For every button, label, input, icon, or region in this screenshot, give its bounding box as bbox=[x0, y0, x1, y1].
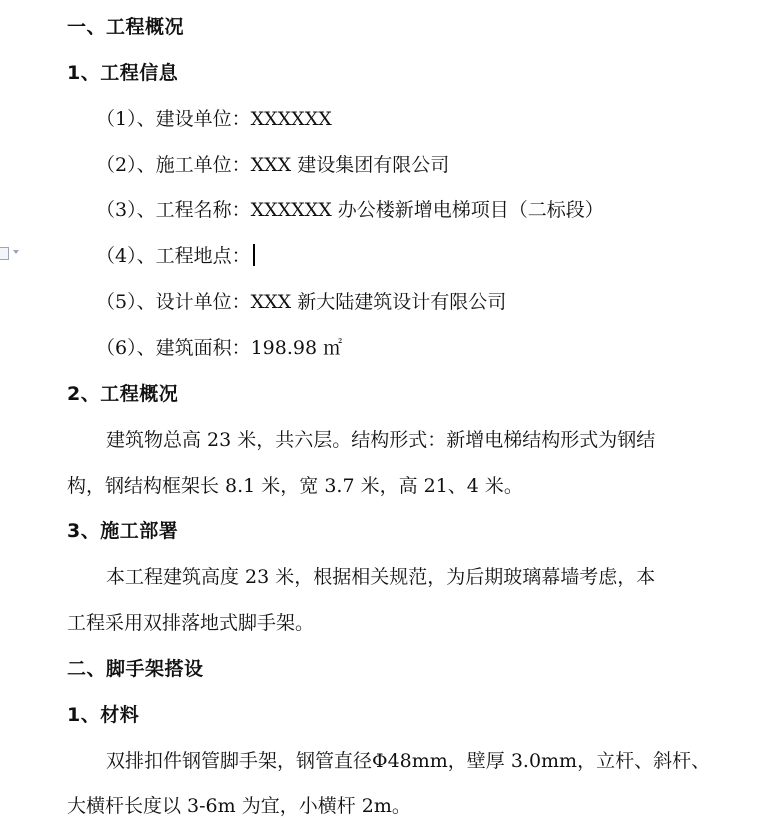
info-item-area: （6）、建筑面积：198.98 ㎡ bbox=[96, 337, 343, 359]
subheading-project-summary: 2、工程概况 bbox=[67, 383, 179, 405]
deployment-paragraph-line-2: 工程采用双排落地式脚手架。 bbox=[67, 612, 315, 634]
info-item-client: （1）、建设单位：XXXXXX bbox=[96, 108, 332, 130]
summary-paragraph-line-1: 建筑物总高 23 米，共六层。结构形式：新增电梯结构形式为钢结 bbox=[106, 429, 656, 451]
subheading-project-info: 1、工程信息 bbox=[67, 62, 179, 84]
subheading-materials: 1、材料 bbox=[67, 704, 140, 726]
text-caret bbox=[253, 244, 255, 266]
info-item-contractor: （2）、施工单位：XXX 建设集团有限公司 bbox=[96, 154, 450, 176]
info-item-designer: （5）、设计单位：XXX 新大陆建筑设计有限公司 bbox=[96, 291, 507, 313]
subheading-construction-deployment: 3、施工部署 bbox=[67, 520, 179, 542]
info-item-project-name: （3）、工程名称：XXXXXX 办公楼新增电梯项目（二标段） bbox=[96, 199, 604, 221]
chevron-down-icon bbox=[13, 250, 19, 254]
page-icon bbox=[0, 247, 9, 260]
info-item-location-row[interactable] bbox=[96, 243, 255, 269]
materials-paragraph-line-2: 大横杆长度以 3-6m 为宜，小横杆 2m。 bbox=[67, 795, 411, 817]
materials-paragraph-line-1: 双排扣件钢管脚手架，钢管直径Φ48mm，壁厚 3.0mm，立杆、斜杆、 bbox=[106, 750, 711, 772]
info-item-location: （4）、工程地点： bbox=[96, 245, 251, 267]
summary-paragraph-line-2: 构，钢结构框架长 8.1 米，宽 3.7 米，高 21、4 米。 bbox=[67, 475, 523, 497]
heading-scaffold-erection: 二、脚手架搭设 bbox=[67, 658, 204, 680]
document-options-icon[interactable] bbox=[0, 246, 20, 262]
heading-project-overview: 一、工程概况 bbox=[67, 16, 185, 38]
deployment-paragraph-line-1: 本工程建筑高度 23 米，根据相关规范，为后期玻璃幕墙考虑，本 bbox=[106, 566, 656, 588]
